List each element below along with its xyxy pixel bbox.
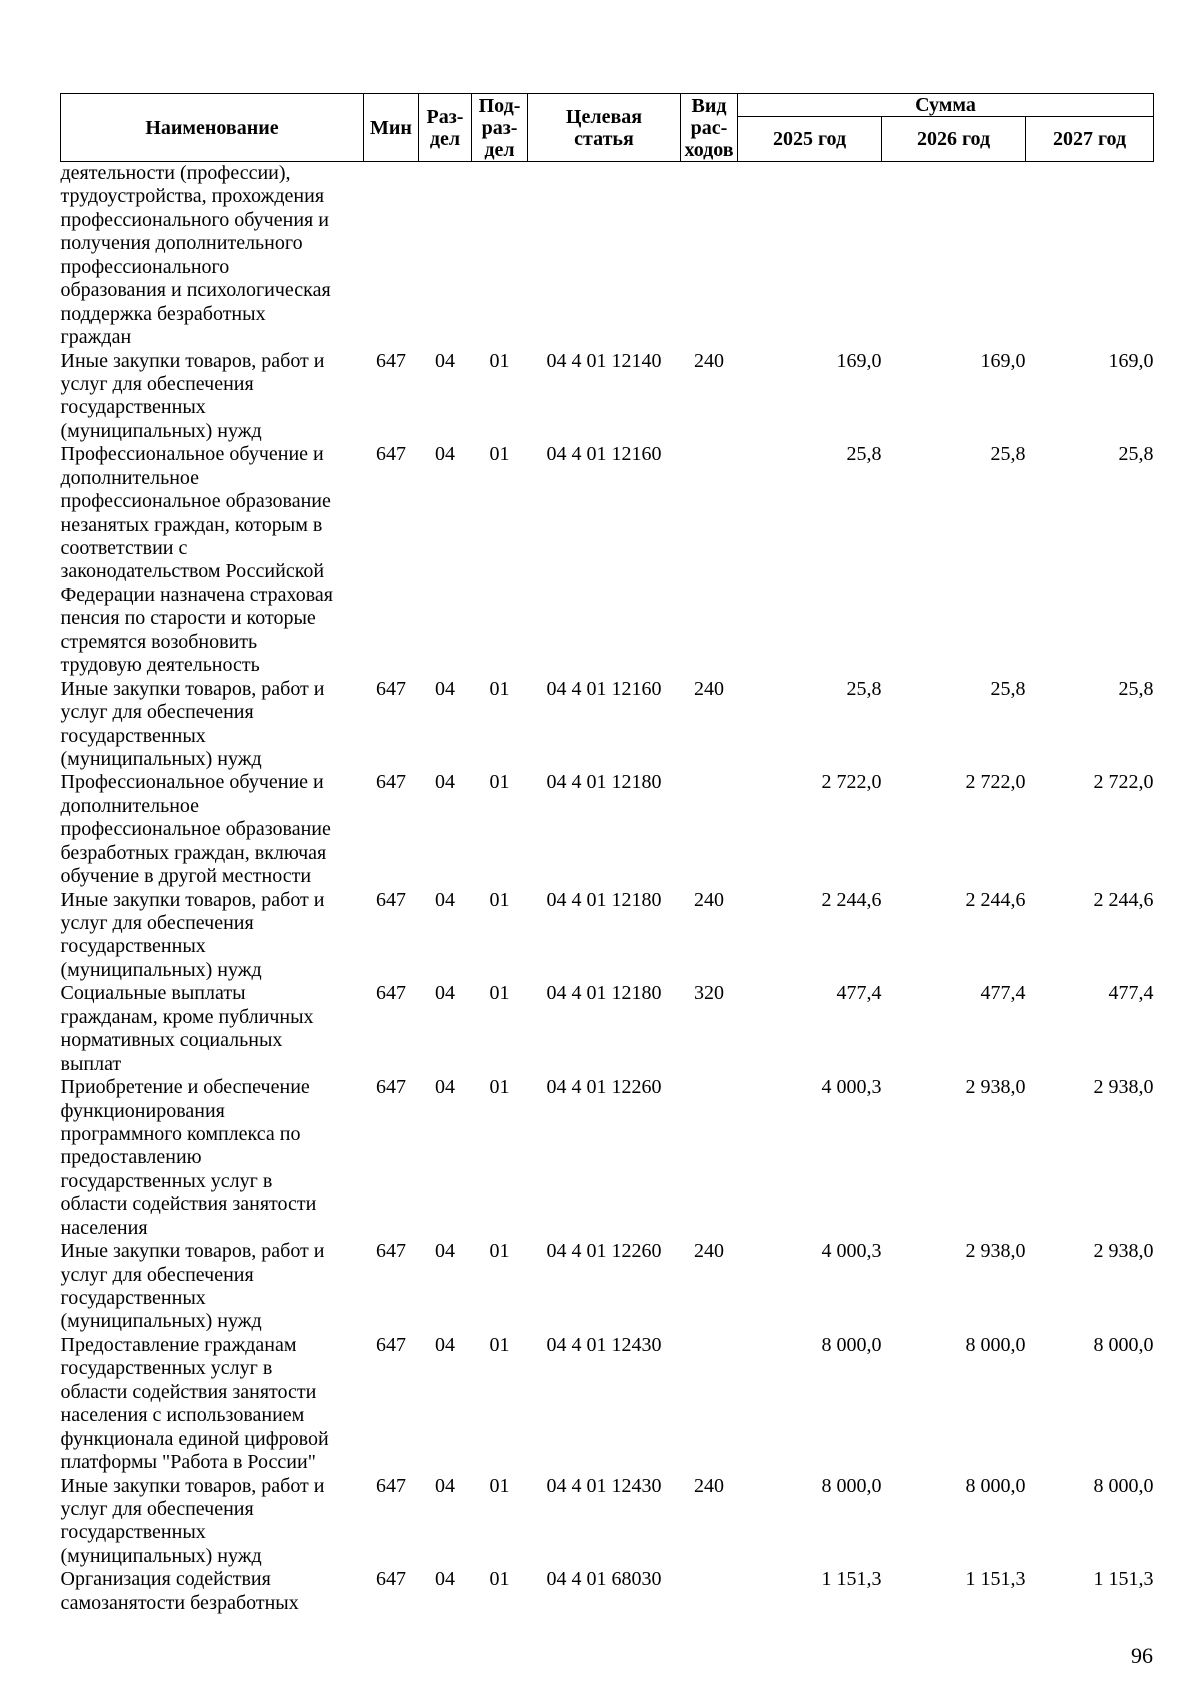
cell-name <box>61 678 364 772</box>
header-line: рас- <box>690 116 728 139</box>
name-line: услуг для обеспечения <box>60 1263 254 1286</box>
cell-name <box>61 1568 364 1615</box>
name-line: услуг для обеспечения <box>60 912 254 934</box>
cell-amount-2026: 25,8 <box>990 677 1026 700</box>
cell-name <box>61 1076 364 1240</box>
name-line: (муниципальных) нужд <box>60 747 262 770</box>
name-line: выплат <box>60 1052 122 1075</box>
cell-amount-2025: 169,0 <box>836 349 882 372</box>
name-line: Иные закупки товаров, работ и <box>60 1474 325 1497</box>
header-subsection <box>472 94 528 162</box>
cell-amount-2025: 25,8 <box>846 677 882 700</box>
cell-amount-2027: 8 000,0 <box>1093 1333 1154 1356</box>
cell-amount-2027: 2 244,6 <box>1093 888 1154 911</box>
name-line: (муниципальных) нужд <box>60 1310 262 1333</box>
name-line: дополнительное <box>60 794 200 817</box>
cell-subsection: 01 <box>489 677 510 700</box>
header-year-2026: 2026 год <box>882 117 1026 162</box>
header-sum: Сумма <box>738 94 1154 117</box>
name-line: (муниципальных) нужд <box>60 419 262 442</box>
name-line: обучение в другой местности <box>60 865 312 888</box>
name-line: образования и психологическая <box>60 279 331 302</box>
name-line: программного комплекса по <box>60 1122 301 1145</box>
cell-name <box>61 1240 364 1334</box>
budget-table <box>60 93 1154 1615</box>
header-section <box>419 94 472 162</box>
name-line: безработных граждан, включая <box>60 841 327 864</box>
name-line: законодательством Российской <box>60 560 325 583</box>
header-line: статья <box>574 127 634 150</box>
name-line: профессионального <box>60 255 230 278</box>
table-row <box>61 1240 1154 1334</box>
name-line: (муниципальных) нужд <box>60 1544 262 1567</box>
name-line: профессиональное образование <box>60 818 331 841</box>
cell-subsection: 01 <box>489 1076 510 1099</box>
cell-amount-2026: 169,0 <box>980 349 1026 372</box>
cell-expense-type: 240 <box>694 677 724 700</box>
cell-name <box>61 889 364 983</box>
cell-ministry: 647 <box>376 1568 406 1591</box>
cell-expense-type <box>681 1076 738 1240</box>
name-line: Социальные выплаты <box>60 982 246 1005</box>
cell-expense-type <box>681 771 738 888</box>
name-line: Иные закупки товаров, работ и <box>60 677 325 700</box>
cell-ministry: 647 <box>376 1474 406 1497</box>
cell-target-article: 04 4 01 12180 <box>546 982 662 1005</box>
cell-amount-2027: 2 722,0 <box>1093 771 1154 794</box>
cell-ministry: 647 <box>376 1076 406 1099</box>
name-line: дополнительное <box>60 466 200 489</box>
name-line: Профессиональное обучение и <box>60 443 324 466</box>
cell-amount-2027: 2 938,0 <box>1093 1240 1154 1263</box>
cell-amount-2026: 2 722,0 <box>965 771 1026 794</box>
header-line: ходов <box>684 138 734 161</box>
cell-amount-2027: 2 938,0 <box>1093 1076 1154 1099</box>
table-row <box>61 162 1154 350</box>
cell-amount-2027: 25,8 <box>1118 443 1154 466</box>
cell-section: 04 <box>435 982 455 1005</box>
cell-target-article: 04 4 01 12260 <box>546 1240 662 1263</box>
name-line: государственных <box>60 724 206 747</box>
cell-target-article: 04 4 01 12160 <box>546 677 662 700</box>
name-line: области содействия занятости <box>60 1380 317 1403</box>
cell-expense-type: 240 <box>694 349 724 372</box>
cell-amount-2025 <box>738 162 882 350</box>
name-line: профессионального обучения и <box>60 208 329 231</box>
cell-amount-2025: 2 722,0 <box>821 771 882 794</box>
table-row <box>61 771 1154 888</box>
name-line: государственных <box>60 396 206 419</box>
cell-subsection: 01 <box>489 888 510 911</box>
cell-expense-type <box>681 162 738 350</box>
cell-amount-2025: 8 000,0 <box>821 1474 882 1497</box>
table-row <box>61 1076 1154 1240</box>
cell-ministry: 647 <box>376 1240 406 1263</box>
cell-amount-2026: 2 938,0 <box>965 1240 1026 1263</box>
name-line: трудоустройства, прохождения <box>60 185 325 208</box>
header-ministry: Мин <box>364 94 419 162</box>
table-body <box>61 162 1154 1616</box>
table-row <box>61 889 1154 983</box>
cell-amount-2027: 1 151,3 <box>1093 1568 1154 1591</box>
cell-amount-2025: 25,8 <box>846 443 882 466</box>
header-year-2027: 2027 год <box>1026 117 1154 162</box>
cell-target-article: 04 4 01 68030 <box>546 1568 662 1591</box>
header-line: дел <box>484 138 515 161</box>
cell-amount-2025: 1 151,3 <box>821 1568 882 1591</box>
cell-ministry: 647 <box>376 677 406 700</box>
cell-target-article: 04 4 01 12430 <box>546 1333 662 1356</box>
cell-section: 04 <box>435 771 455 794</box>
table-header <box>61 94 1154 162</box>
cell-amount-2027: 25,8 <box>1118 677 1154 700</box>
name-line: незанятых граждан, которым в <box>60 513 323 536</box>
cell-amount-2026: 1 151,3 <box>965 1568 1026 1591</box>
cell-target-article: 04 4 01 12180 <box>546 771 662 794</box>
name-line: услуг для обеспечения <box>60 1497 254 1520</box>
page-number: 96 <box>1131 1643 1153 1668</box>
cell-section: 04 <box>435 349 455 372</box>
cell-ministry: 647 <box>376 888 406 911</box>
cell-expense-type: 240 <box>694 1474 724 1497</box>
name-line: поддержка безработных <box>60 302 266 325</box>
header-expense-type <box>681 94 738 162</box>
name-line: государственных услуг в <box>60 1357 273 1380</box>
header-line: Вид <box>691 94 727 117</box>
cell-expense-type: 320 <box>694 982 724 1005</box>
cell-amount-2027: 8 000,0 <box>1093 1474 1154 1497</box>
table-row <box>61 1568 1154 1615</box>
table-row <box>61 1475 1154 1569</box>
cell-section: 04 <box>435 1568 455 1591</box>
cell-ministry: 647 <box>376 771 406 794</box>
name-line: соответствии с <box>60 537 188 559</box>
cell-subsection: 01 <box>489 982 510 1005</box>
cell-name <box>61 162 364 350</box>
name-line: государственных <box>60 1287 206 1309</box>
cell-target-article <box>528 162 681 350</box>
name-line: нормативных социальных <box>60 1029 283 1052</box>
name-line: области содействия занятости <box>60 1193 317 1216</box>
header-row <box>61 94 1154 117</box>
cell-name <box>61 443 364 677</box>
cell-target-article: 04 4 01 12180 <box>546 888 662 911</box>
name-line: гражданам, кроме публичных <box>60 1005 314 1028</box>
cell-expense-type: 240 <box>694 1240 724 1263</box>
cell-target-article: 04 4 01 12160 <box>546 443 662 466</box>
cell-amount-2026: 2 938,0 <box>965 1076 1026 1099</box>
header-line: Целевая <box>565 105 643 128</box>
table-row <box>61 1334 1154 1475</box>
cell-name <box>61 1334 364 1475</box>
table-row <box>61 443 1154 677</box>
cell-amount-2026: 8 000,0 <box>965 1333 1026 1356</box>
name-line: государственных <box>60 1521 206 1544</box>
cell-subsection: 01 <box>489 1568 510 1591</box>
cell-amount-2025: 8 000,0 <box>821 1333 882 1356</box>
cell-subsection: 01 <box>489 1240 510 1263</box>
cell-amount-2027: 169,0 <box>1108 349 1154 372</box>
table-row <box>61 678 1154 772</box>
cell-ministry: 647 <box>376 443 406 466</box>
cell-name <box>61 982 364 1076</box>
cell-subsection: 01 <box>489 771 510 794</box>
cell-amount-2025: 2 244,6 <box>821 888 882 911</box>
name-line: Предоставление гражданам <box>60 1333 297 1356</box>
name-line: государственных <box>60 935 206 958</box>
cell-section <box>419 162 472 350</box>
name-line: государственных услуг в <box>60 1169 273 1192</box>
cell-name <box>61 1475 364 1569</box>
cell-ministry: 647 <box>376 349 406 372</box>
name-line: Федерации назначена страховая <box>60 583 333 606</box>
name-line: получения дополнительного <box>60 232 303 255</box>
cell-section: 04 <box>435 443 455 466</box>
name-line: пенсия по старости и которые <box>60 607 316 630</box>
name-line: граждан <box>60 326 132 349</box>
cell-expense-type <box>681 1334 738 1475</box>
table-row <box>61 350 1154 444</box>
name-line: Организация содействия <box>60 1568 271 1591</box>
cell-amount-2026: 8 000,0 <box>965 1474 1026 1497</box>
cell-amount-2026 <box>882 162 1026 350</box>
cell-section: 04 <box>435 677 455 700</box>
cell-ministry: 647 <box>376 982 406 1005</box>
name-line: профессиональное образование <box>60 490 331 513</box>
cell-amount-2025: 4 000,3 <box>821 1076 882 1099</box>
name-line: предоставлению <box>60 1146 202 1169</box>
cell-subsection: 01 <box>489 443 510 466</box>
cell-section: 04 <box>435 1474 455 1497</box>
table-row <box>61 982 1154 1076</box>
header-name: Наименование <box>61 94 364 162</box>
cell-amount-2027: 477,4 <box>1108 982 1154 1005</box>
name-line: (муниципальных) нужд <box>60 958 262 981</box>
name-line: населения <box>60 1216 148 1239</box>
cell-subsection: 01 <box>489 1333 510 1356</box>
cell-amount-2026: 2 244,6 <box>965 888 1026 911</box>
cell-expense-type <box>681 443 738 677</box>
name-line: трудовую деятельность <box>60 654 260 677</box>
cell-target-article: 04 4 01 12430 <box>546 1474 662 1497</box>
cell-amount-2027 <box>1026 162 1154 350</box>
header-line: дел <box>429 127 461 150</box>
name-line: функционала единой цифровой <box>60 1427 329 1450</box>
name-line: услуг для обеспечения <box>60 701 254 724</box>
cell-amount-2026: 25,8 <box>990 443 1026 466</box>
name-line: деятельности (профессии), <box>60 162 291 184</box>
header-line: Раз- <box>426 105 464 128</box>
cell-expense-type: 240 <box>694 888 724 911</box>
name-line: функционирования <box>60 1099 225 1122</box>
header-line: раз- <box>481 116 518 139</box>
cell-target-article: 04 4 01 12260 <box>546 1076 662 1099</box>
name-line: самозанятости безработных <box>60 1591 299 1614</box>
name-line: услуг для обеспечения <box>60 372 254 395</box>
cell-subsection: 01 <box>489 349 510 372</box>
cell-ministry: 647 <box>376 1333 406 1356</box>
cell-subsection <box>472 162 528 350</box>
cell-section: 04 <box>435 1240 455 1263</box>
cell-section: 04 <box>435 1076 455 1099</box>
name-line: Иные закупки товаров, работ и <box>60 349 325 372</box>
cell-amount-2025: 477,4 <box>836 982 882 1005</box>
name-line: Профессиональное обучение и <box>60 771 324 794</box>
header-target-article <box>528 94 681 162</box>
name-line: Приобретение и обеспечение <box>60 1076 310 1099</box>
header-line: Под- <box>478 94 521 117</box>
name-line: платформы "Работа в России" <box>60 1451 316 1474</box>
cell-section: 04 <box>435 888 455 911</box>
name-line: Иные закупки товаров, работ и <box>60 1240 325 1263</box>
cell-amount-2025: 4 000,3 <box>821 1240 882 1263</box>
cell-ministry <box>364 162 419 350</box>
name-line: стремятся возобновить <box>60 630 258 653</box>
cell-section: 04 <box>435 1333 455 1356</box>
cell-subsection: 01 <box>489 1474 510 1497</box>
cell-amount-2026: 477,4 <box>980 982 1026 1005</box>
name-line: населения с использованием <box>60 1404 305 1427</box>
header-year-2025: 2025 год <box>738 117 882 162</box>
cell-name <box>61 771 364 888</box>
name-line: Иные закупки товаров, работ и <box>60 888 325 911</box>
cell-target-article: 04 4 01 12140 <box>546 349 662 372</box>
cell-name <box>61 350 364 444</box>
cell-expense-type <box>681 1568 738 1615</box>
